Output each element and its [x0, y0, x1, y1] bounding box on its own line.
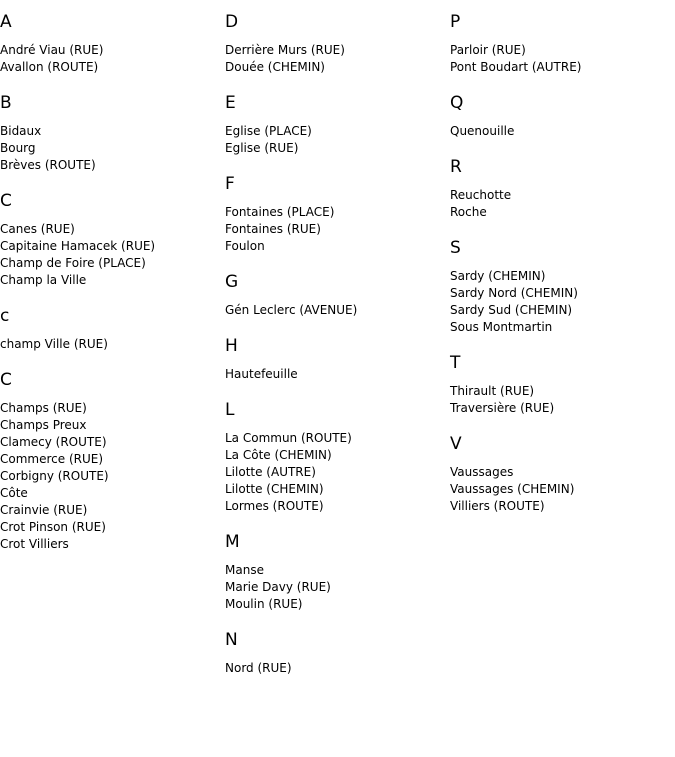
- street-list: [225, 366, 450, 383]
- street-list: [0, 336, 225, 353]
- street-entry: Brèves (ROUTE): [0, 158, 96, 172]
- street-list: [0, 400, 225, 553]
- letter-group: [450, 237, 675, 336]
- street-list: [450, 383, 675, 417]
- letter-group: [0, 11, 225, 76]
- letter-group: [225, 11, 450, 76]
- letter-group: [450, 433, 675, 515]
- street-list: [225, 123, 450, 157]
- letter-group: [450, 92, 675, 140]
- street-entry: Villiers (ROUTE): [450, 499, 545, 513]
- street-list: [0, 123, 225, 174]
- street-list: [225, 302, 450, 319]
- street-entry: Vaussages: [450, 465, 514, 479]
- street-entry: Avallon (ROUTE): [0, 60, 99, 74]
- street-entry: Douée (CHEMIN): [225, 60, 325, 74]
- letter-group: [225, 531, 450, 613]
- street-list: [0, 221, 225, 289]
- street-entry: Roche: [450, 205, 487, 219]
- street-entry: Thirault (RUE): [450, 384, 535, 398]
- street-entry: Quenouille: [450, 124, 515, 138]
- letter-heading: B: [0, 93, 12, 113]
- letter-heading: N: [225, 630, 238, 650]
- letter-heading: P: [450, 12, 461, 32]
- street-list: [450, 187, 675, 221]
- street-entry: Nord (RUE): [225, 661, 292, 675]
- letter-group: [225, 92, 450, 157]
- letter-heading: G: [225, 272, 239, 292]
- street-entry: Parloir (RUE): [450, 43, 526, 57]
- street-entry: Lilotte (CHEMIN): [225, 482, 324, 496]
- street-entry: Moulin (RUE): [225, 597, 303, 611]
- letter-heading: L: [225, 400, 235, 420]
- letter-heading: C: [0, 370, 12, 390]
- street-entry: Manse: [225, 563, 264, 577]
- street-entry: La Commun (ROUTE): [225, 431, 352, 445]
- street-list: [225, 430, 450, 515]
- street-entry: La Côte (CHEMIN): [225, 448, 332, 462]
- street-entry: Champ de Foire (PLACE): [0, 256, 146, 270]
- letter-group: [0, 92, 225, 174]
- letter-heading: H: [225, 336, 238, 356]
- letter-heading: R: [450, 157, 462, 177]
- street-list: [0, 42, 225, 76]
- index-column-2: [225, 11, 450, 693]
- street-entry: Eglise (RUE): [225, 141, 299, 155]
- street-list: [225, 562, 450, 613]
- street-entry: Foulon: [225, 239, 265, 253]
- letter-group: [450, 11, 675, 76]
- street-entry: Hautefeuille: [225, 367, 298, 381]
- street-list: [450, 42, 675, 76]
- letter-heading: Q: [450, 93, 464, 113]
- street-list: [225, 660, 450, 677]
- street-entry: Marie Davy (RUE): [225, 580, 331, 594]
- street-entry: Fontaines (PLACE): [225, 205, 335, 219]
- index-column-3: [450, 11, 675, 531]
- street-entry: Vaussages (CHEMIN): [450, 482, 575, 496]
- letter-group: [0, 369, 225, 553]
- street-entry: Pont Boudart (AUTRE): [450, 60, 582, 74]
- street-entry: Sardy (CHEMIN): [450, 269, 546, 283]
- street-entry: Sous Montmartin: [450, 320, 553, 334]
- letter-group: [0, 305, 225, 353]
- letter-heading: A: [0, 12, 12, 32]
- letter-heading: D: [225, 12, 239, 32]
- street-entry: Crainvie (RUE): [0, 503, 88, 517]
- street-entry: Traversière (RUE): [450, 401, 555, 415]
- letter-heading: V: [450, 434, 462, 454]
- street-entry: Lilotte (AUTRE): [225, 465, 316, 479]
- letter-heading: T: [450, 353, 461, 373]
- street-entry: Clamecy (ROUTE): [0, 435, 107, 449]
- street-entry: André Viau (RUE): [0, 43, 104, 57]
- letter-group: [225, 399, 450, 515]
- street-entry: Champs Preux: [0, 418, 87, 432]
- street-entry: Crot Pinson (RUE): [0, 520, 106, 534]
- street-list: [450, 123, 675, 140]
- letter-group: [225, 271, 450, 319]
- street-list: [450, 464, 675, 515]
- street-entry: Côte: [0, 486, 28, 500]
- letter-group: [225, 629, 450, 677]
- letter-group: [0, 190, 225, 289]
- street-entry: Eglise (PLACE): [225, 124, 312, 138]
- street-entry: Champs (RUE): [0, 401, 87, 415]
- letter-heading: C: [0, 191, 12, 211]
- street-entry: Capitaine Hamacek (RUE): [0, 239, 156, 253]
- street-entry: Gén Leclerc (AVENUE): [225, 303, 358, 317]
- street-entry: Crot Villiers: [0, 537, 69, 551]
- letter-heading: F: [225, 174, 235, 194]
- street-entry: Champ la Ville: [0, 273, 87, 287]
- street-entry: Fontaines (RUE): [225, 222, 321, 236]
- letter-group: [225, 335, 450, 383]
- letter-group: [450, 352, 675, 417]
- street-list: [225, 42, 450, 76]
- letter-group: [225, 173, 450, 255]
- street-entry: Bourg: [0, 141, 36, 155]
- index-column-1: [0, 11, 225, 569]
- letter-group: [450, 156, 675, 221]
- street-entry: Lormes (ROUTE): [225, 499, 324, 513]
- street-entry: Derrière Murs (RUE): [225, 43, 345, 57]
- street-list: [225, 204, 450, 255]
- letter-heading: S: [450, 238, 461, 258]
- letter-heading: E: [225, 93, 236, 113]
- street-entry: Bidaux: [0, 124, 42, 138]
- street-list: [450, 268, 675, 336]
- street-entry: champ Ville (RUE): [0, 337, 108, 351]
- street-entry: Reuchotte: [450, 188, 512, 202]
- street-entry: Corbigny (ROUTE): [0, 469, 109, 483]
- street-entry: Sardy Nord (CHEMIN): [450, 286, 578, 300]
- street-entry: Sardy Sud (CHEMIN): [450, 303, 573, 317]
- street-entry: Canes (RUE): [0, 222, 75, 236]
- street-entry: Commerce (RUE): [0, 452, 104, 466]
- letter-heading: c: [0, 306, 10, 326]
- letter-heading: M: [225, 532, 240, 552]
